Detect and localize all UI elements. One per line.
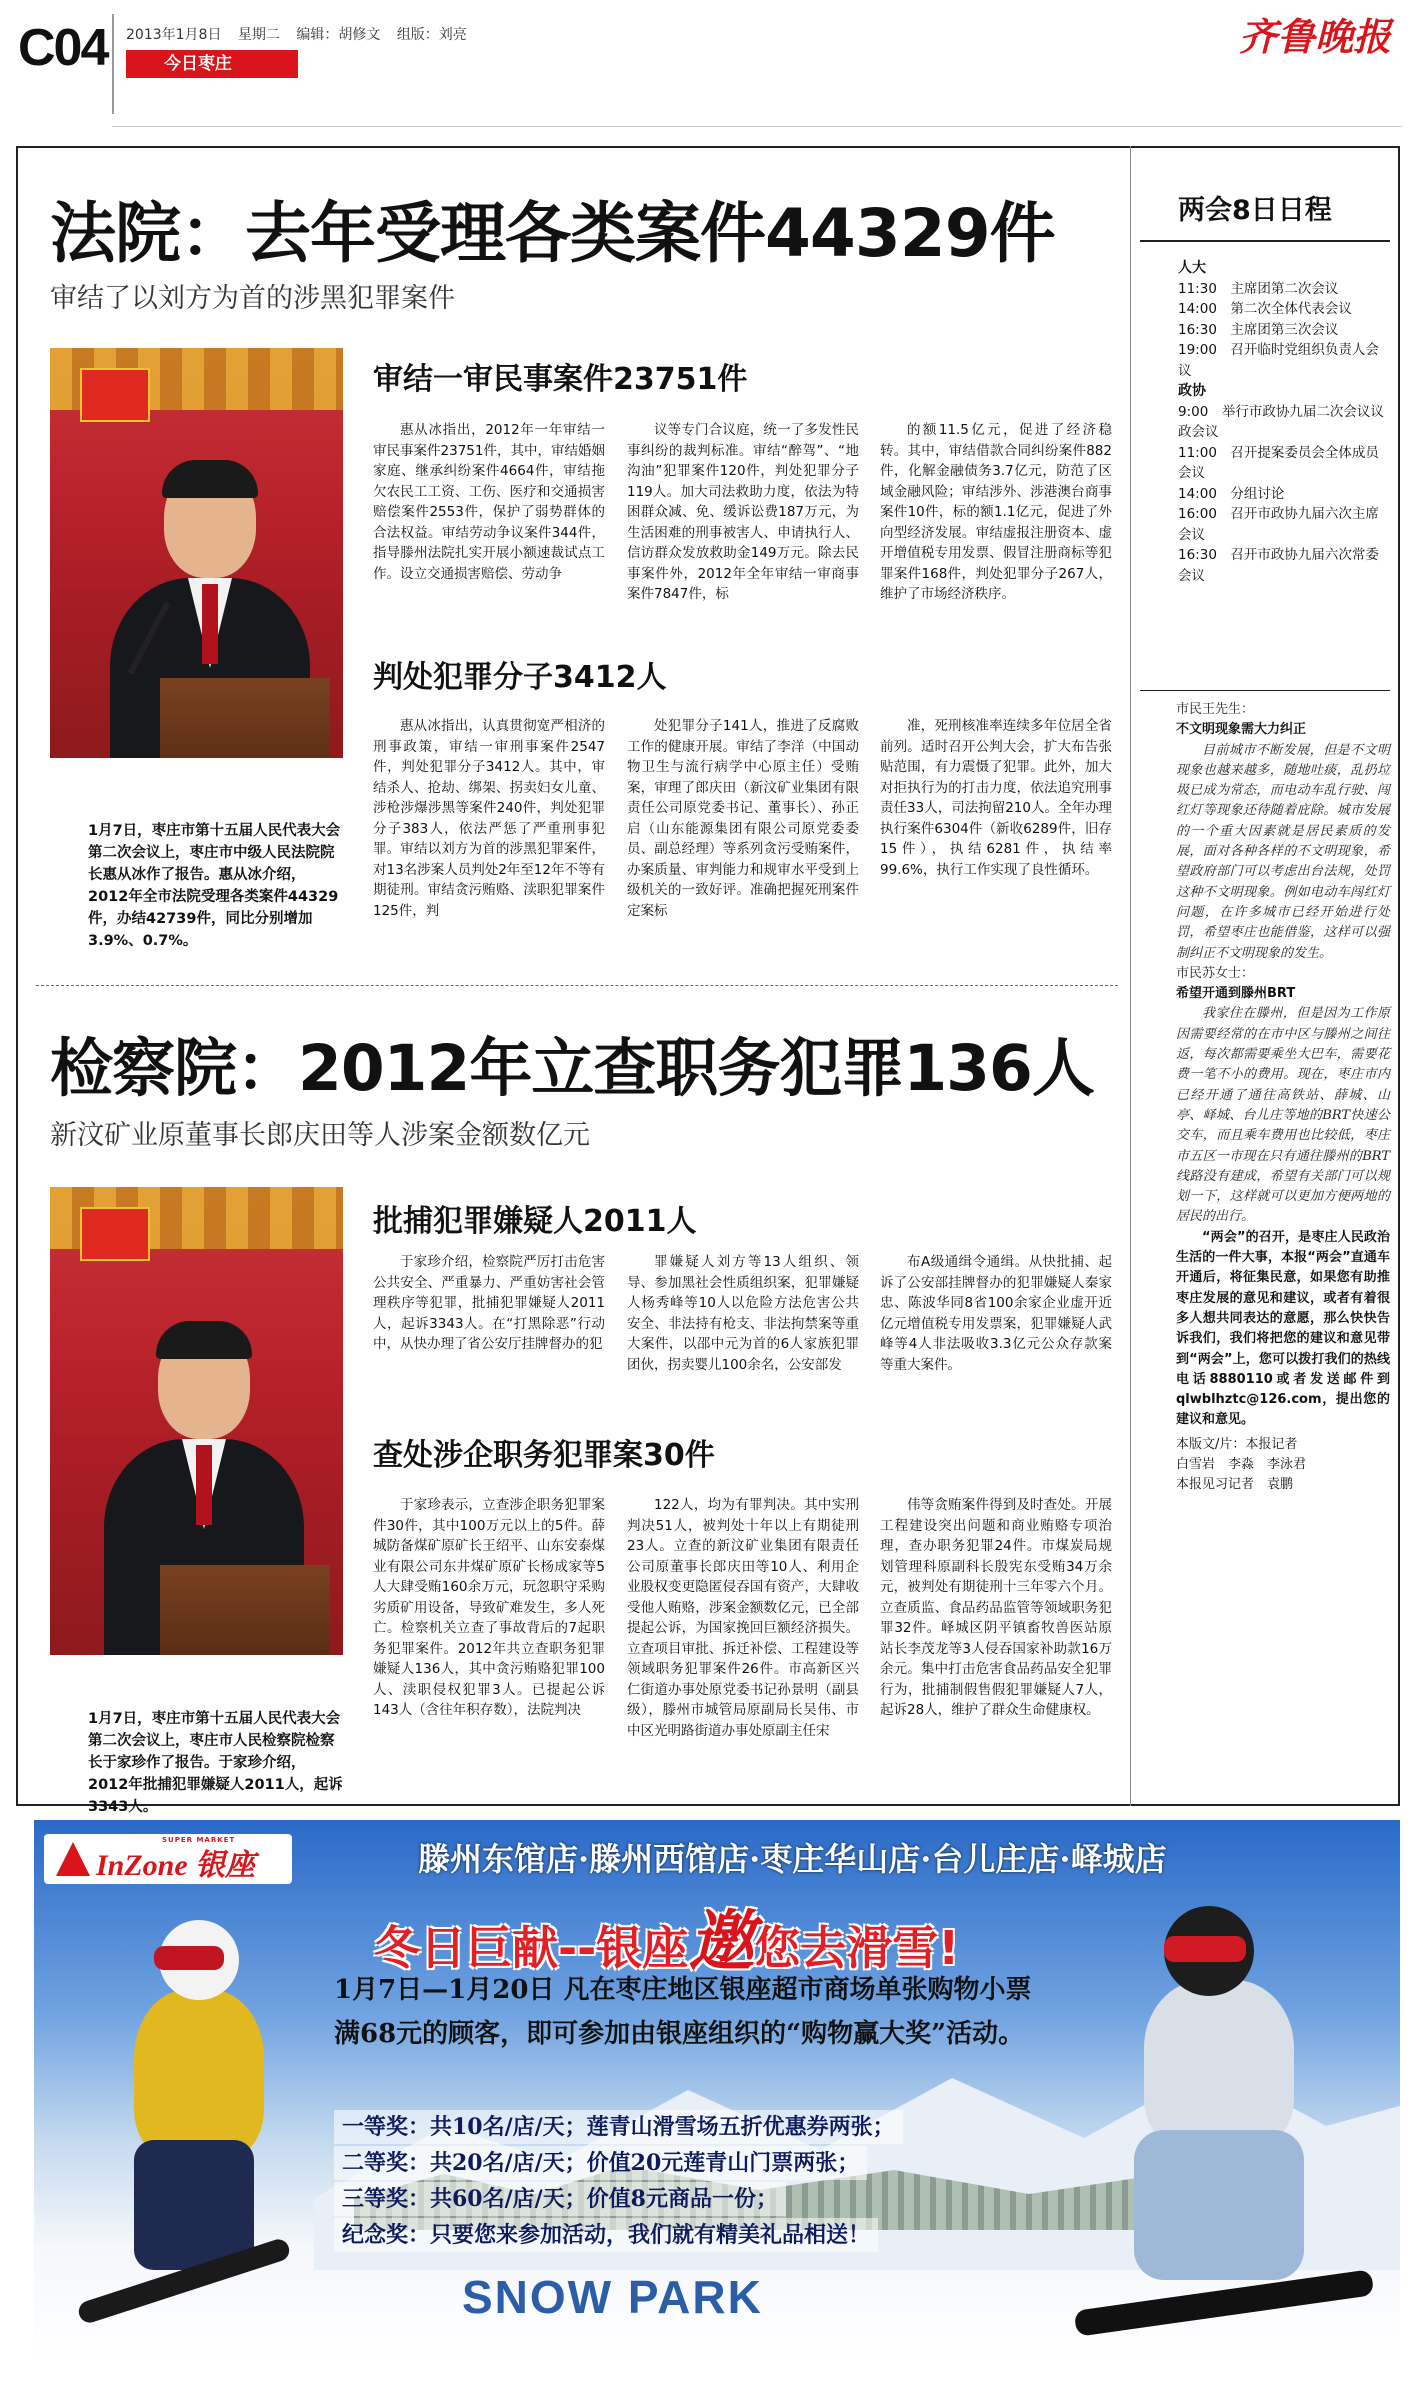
court-civil-col2: 议等专门合议庭，统一了多发性民事纠纷的裁判标准。审结“醉驾”、“地沟油”犯罪案件120件，判处犯罪分子119人。加大司法救助力度，依法为特困群众减、免、缓诉讼费187万元，为生活困难的刑事被害人、申请执行人、信访群众发放救助金149万元。除去民事案件外，2012年全年审结一审商事案件7847件，标 (627, 422, 859, 602)
byline: 本报见习记者 袁鹏 (1176, 1477, 1294, 1493)
ad-headline-highlight: 邀 (688, 1903, 755, 1980)
schedule-item: 9:00 举行市政协九届二次会议议政会议 (1178, 403, 1384, 440)
court-subhead: 审结了以刘方为首的涉黑犯罪案件 (50, 283, 455, 314)
schedule-item: 11:00 召开提案委员会全体成员会议 (1178, 444, 1379, 481)
letter-title: 不文明现象需大力纠正 (1176, 722, 1307, 738)
ad-brand: SNOW PARK (462, 2271, 763, 2323)
procurator-photo (50, 1187, 343, 1655)
byline: 本版文/片：本报记者 (1176, 1436, 1298, 1452)
skier-left-illustration (64, 1900, 324, 2340)
prize-second: 二等奖：共20名/店/天；价值20元莲青山门票两张； (334, 2146, 867, 2180)
letter-body: 我家住在滕州，但是因为工作原因需要经常的在市中区与滕州之间往返，每次都需要乘坐大巴车，需要花费一笔不小的费用。现在，枣庄市内已经开通了通往高铁站、薛城、山亭、峄城、台儿庄等地的BRT快速公交车，而且乘车费用也比较低，枣庄市五区一市现在只有通往滕州的BRT线路没有建成，希望有关部门可以规划一下，这样就可以更加方便两地的居民的出行。 (1176, 1006, 1390, 1225)
skier-right-illustration (1034, 1870, 1394, 2350)
hotline-note: “两会”的召开，是枣庄人民政治生活的一件大事，本报“两会”直通车开通后，将征集民意，如果您有助推枣庄发展的意见和建议，或者有着很多人想共同表达的意愿，那么快快告诉我们，我们将把您的建议和意见带到“两会”上，您可以拨打我们的热线电话8880110或者发送邮件到qlwblhztc@126.com，提出您的建议和意见。 (1176, 1229, 1390, 1428)
schedule-rule (1140, 240, 1390, 242)
letter-author: 市民苏女士： (1176, 965, 1255, 981)
page-number: C04 (18, 19, 108, 77)
page-header (0, 0, 1417, 140)
procuratorate-enterprise-col3: 伟等贪贿案件得到及时查处。开展工程建设突出问题和商业贿赂专项治理，查办职务犯罪24件。市煤炭局规划管理科原副科长殷宪东受贿34万余元，被判处有期徒刑十三年零六个月。立查质监、食品药品监管等领域职务犯罪32件。峄城区阴平镇畜牧兽医站原站长李茂龙等3人侵吞国家补助款16万余元。集中打击危害食品药品安全犯罪行为，批捕制假售假犯罪嫌疑人7人，起诉28人，维护了群众生命健康权。 (880, 1497, 1112, 1718)
court-subtitle-criminal: 判处犯罪分子3412人 (373, 660, 667, 695)
court-civil-col1: 惠从冰指出，2012年一年审结一审民事案件23751件，其中，审结婚姻家庭、继承纠纷案件4664件，审结拖欠农民工工资、工伤、医疗和交通损害赔偿案件2553件，保护了弱势群体的合法权益。审结劳动争议案件344件，指导滕州法院扎实开展小额速裁试点工作。设立交通损害赔偿、劳动争 (373, 422, 605, 582)
court-subtitle-civil: 审结一审民事案件23751件 (373, 362, 748, 397)
schedule-group-cppcc: 政协 (1178, 383, 1206, 399)
layout-credit: 组版：刘亮 (396, 27, 467, 43)
masthead-logo: 齐鲁晚报 (1238, 14, 1391, 59)
ad-promo-text: 1月7日—1月20日 凡在枣庄地区银座超市商场单张购物小票满68元的顾客，即可参加由银座组织的“购物赢大奖”活动。 (334, 1975, 1032, 2049)
schedule-item: 16:30 主席团第三次会议 (1178, 321, 1339, 338)
letter-author: 市民王先生： (1176, 702, 1255, 717)
ad-headline-part: 您去滑雪! (754, 1921, 960, 1975)
ad-logo-text: InZone 银座 (96, 1849, 256, 1882)
procuratorate-subtitle-arrests: 批捕犯罪嫌疑人2011人 (373, 1204, 697, 1239)
header-rule (112, 126, 1402, 127)
court-criminal-col3: 准，死刑核准率连续多年位居全省前列。适时召开公判大会，扩大布告张贴范围，有力震慑了犯罪。此外，加大对拒执行为的打击力度，依法追究刑事责任33人，司法拘留210人。全年办理执行案件6304件（新收6289件，旧存15件），执结6281件，执结率99.6%，执行工作实现了良性循环。 (880, 718, 1112, 878)
procuratorate-enterprise-col2: 122人，均为有罪判决。其中实刑判决51人，被判处十年以上有期徒刑23人。立查的新汶矿业集团有限责任公司原董事长郎庆田等10人、利用企业股权变更隐匿侵吞国有资产，大肆收受他人贿赂，涉案金额数亿元，已全部提起公诉，为国家挽回巨额经济损失。立查项目审批、拆迁补偿、工程建设等领域职务犯罪案件26件。市高新区兴仁街道办事处原党委书记孙景明（副县级），滕州市城管局原副局长吴伟、市中区光明路街道办事处原副主任宋 (627, 1497, 859, 1739)
schedule-title: 两会8日日程 (1178, 195, 1332, 226)
court-president-photo (50, 348, 343, 758)
procuratorate-subhead: 新汶矿业原董事长郎庆田等人涉案金额数亿元 (50, 1120, 590, 1151)
flag-icon (80, 1207, 150, 1261)
article-separator (36, 985, 1118, 986)
header-meta (126, 24, 479, 44)
schedule-item: 19:00 召开临时党组织负责人会议 (1178, 342, 1379, 379)
court-civil-col3: 的额11.5亿元，促进了经济稳转。其中，审结借款合同纠纷案件882件，化解金融债务3.7亿元，防范了区域金融风险；审结涉外、涉港澳台商事案件10件，标的额1.1亿元，促进了外向型经济发展。审结虚报注册资本、虚开增值税专用发票、假冒注册商标等犯罪案件168件，判处犯罪分子267人，维护了市场经济秩序。 (880, 422, 1112, 602)
issue-date: 2013年1月8日 (126, 27, 222, 43)
citizen-letters (1176, 700, 1390, 1496)
prize-souvenir: 纪念奖：只要您来参加活动，我们就有精美礼品相送！ (334, 2218, 878, 2252)
procuratorate-enterprise-col1: 于家珍表示，立查涉企职务犯罪案件30件，其中100万元以上的5件。薛城防备煤矿原矿长王绍平、山东安泰煤业有限公司东井煤矿原矿长杨成家等5人大肆受贿160余万元，玩忽职守采购劣质矿用设备，导致矿难发生，多人死亡。检察机关立查了事故背后的7起职务犯罪案件。2012年共立查职务犯罪嫌疑人136人，其中贪污贿赂犯罪100人、渎职侵权犯罪3人。已提起公诉143人（含往年积存数），法院判决 (373, 1497, 605, 1718)
byline: 白雪岩 李淼 李泳君 (1176, 1456, 1307, 1472)
prize-third: 三等奖：共60名/店/天；价值8元商品一份； (334, 2182, 786, 2216)
supermarket-ad (34, 1820, 1400, 2365)
court-photo-caption: 1月7日，枣庄市第十五届人民代表大会第二次会议上，枣庄市中级人民法院院长惠从冰作了报告。惠从冰介绍，2012年全市法院受理各类案件44329件，办结42739件，同比分别增加3.9%、0.7%。 (88, 823, 341, 949)
court-criminal-col2: 处犯罪分子141人，推进了反腐败工作的健康开展。审结了李洋（中国动物卫生与流行病学中心原主任）受贿案，审理了郎庆田（新汶矿业集团有限责任公司原党委书记、董事长）、孙正启（山东能源集团有限公司原党委委员、副总经理）等系列贪污受贿案件，办案质量、审判能力和规审水平受到上级机关的一致好评。准确把握死刑案件定案标 (627, 718, 859, 919)
procuratorate-headline: 检察院：2012年立查职务犯罪136人 (50, 1032, 1094, 1105)
court-criminal-col1: 惠从冰指出，认真贯彻宽严相济的刑事政策，审结一审刑事案件2547件，判处犯罪分子3412人。其中，审结杀人、抢劫、绑架、拐卖妇女儿童、涉枪涉爆涉黑等案件240件，判处犯罪分子383人，依法严惩了严重刑事犯罪。审结以刘方为首的涉黑犯罪案件，对13名涉案人员判处2年至12年不等有期徒刑。审结贪污贿赂、渎职犯罪案件125件，判 (373, 718, 605, 919)
editor-credit: 编辑：胡修文 (296, 27, 381, 43)
court-headline: 法院：去年受理各类案件44329件 (50, 195, 1055, 272)
issue-weekday: 星期二 (237, 27, 280, 43)
procuratorate-arrests-col2: 罪嫌疑人刘方等13人组织、领导、参加黑社会性质组织案，犯罪嫌疑人杨秀峰等10人以危险方法危害公共安全、非法持有枪支、非法拘禁案等重大案件，以邵中元为首的6人家族犯罪团伙，拐卖婴儿100余名，公安部发 (627, 1254, 859, 1373)
section-tag: 今日枣庄 (126, 50, 298, 78)
schedule-group-npc: 人大 (1178, 260, 1206, 276)
schedule-item: 14:00 分组讨论 (1178, 485, 1285, 502)
prize-first: 一等奖：共10名/店/天；莲青山滑雪场五折优惠券两张； (334, 2110, 903, 2144)
ad-store-list: 滕州东馆店·滕州西馆店·枣庄华山店·台儿庄店·峄城店 (418, 1840, 1167, 1878)
letters-rule (1140, 690, 1390, 691)
procuratorate-subtitle-enterprise: 查处涉企职务犯罪案30件 (373, 1438, 715, 1473)
ad-logo-subtitle: SUPER MARKET (162, 1836, 236, 1844)
flag-icon (80, 368, 150, 422)
ad-prize-list (334, 2110, 903, 2254)
schedule-item: 16:00 召开市政协九届六次主席会议 (1178, 506, 1379, 543)
procuratorate-photo-caption: 1月7日，枣庄市第十五届人民代表大会第二次会议上，枣庄市人民检察院检察长于家珍作了报告。于家珍介绍，2012年批捕犯罪嫌疑人2011人，起诉3343人。 (88, 1711, 343, 1815)
procuratorate-arrests-col3: 布A级通缉令通缉。从快批捕、起诉了公安部挂牌督办的犯罪嫌疑人秦家忠、陈波华同8省100余家企业虚开近亿元增值税专用发票案，犯罪嫌疑人武峰等4人非法吸收3.3亿元公众存款案等重大案件。 (880, 1254, 1112, 1373)
schedule-list (1178, 258, 1388, 586)
schedule-item: 11:30 主席团第二次会议 (1178, 280, 1339, 297)
letter-body: 目前城市不断发展，但是不文明现象也越来越多，随地吐痰，乱扔垃圾已成为常态，而电动车乱行驶、闯红灯等现象还待随着庇除。城市发展的一个重大因素就是居民素质的发展，面对各种各样的不文明现象，希望政府部门可以考虑出台法规，处罚这种不文明现象。例如电动车闯红灯问题，在许多城市已经开始进行处罚，希望枣庄也能借鉴，这样可以强制纠正不文明现象的发生。 (1176, 742, 1390, 961)
ad-headline-part: 冬日巨献--银座 (374, 1921, 689, 1975)
schedule-item: 16:30 召开市政协九届六次常委会议 (1178, 547, 1379, 584)
letter-title: 希望开通到滕州BRT (1176, 986, 1296, 1002)
column-divider (1130, 146, 1131, 1806)
procuratorate-arrests-col1: 于家珍介绍，检察院严厉打击危害公共安全、严重暴力、严重妨害社会管理秩序等犯罪，批捕犯罪嫌疑人2011人，起诉3343人。在“打黑除恶”行动中，从快办理了省公安厅挂牌督办的犯 (373, 1254, 605, 1352)
schedule-item: 14:00 第二次全体代表会议 (1178, 301, 1352, 317)
header-divider (112, 14, 114, 114)
